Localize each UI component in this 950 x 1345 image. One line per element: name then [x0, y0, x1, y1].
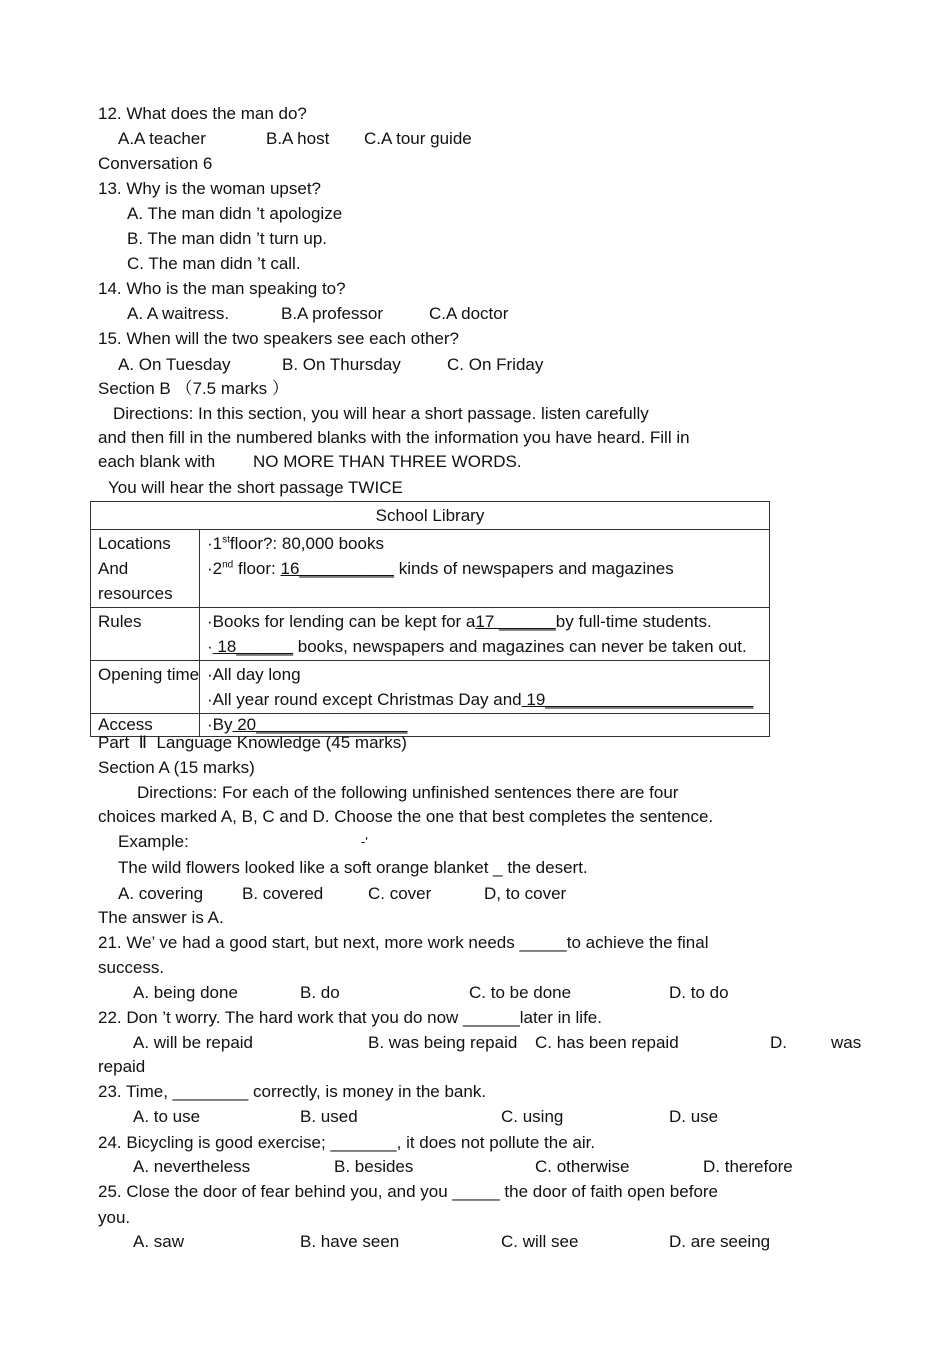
- option-b: B.A host: [266, 129, 330, 148]
- row-label: Rules: [91, 608, 200, 661]
- line-text: ·All year round except Christmas Day and: [207, 690, 522, 709]
- table-row: [91, 661, 770, 714]
- question-25: 25. Close the door of fear behind you, and you _____ the door of faith open before: [98, 1182, 719, 1201]
- row-label: [91, 530, 200, 608]
- line-text: kinds of newspapers and magazines: [393, 559, 674, 578]
- directions-line: each blank with: [98, 452, 216, 471]
- option-b: B. besides: [334, 1157, 414, 1176]
- content-line: [207, 687, 762, 712]
- content-line: [207, 609, 762, 634]
- content-line: [207, 531, 762, 556]
- option-c: C. will see: [501, 1232, 579, 1251]
- directions-line: and then fill in the numbered blanks with the information you have heard. Fill in: [98, 428, 690, 447]
- question-15: 15. When will the two speakers see each other?: [98, 329, 459, 348]
- blank-18[interactable]: 18______: [212, 637, 294, 656]
- option-b: B.A professor: [281, 304, 384, 323]
- option-c: C.A doctor: [429, 304, 509, 323]
- question-23: 23. Time, ________ correctly, is money in the bank.: [98, 1082, 487, 1101]
- row-label-line: resources: [98, 584, 173, 603]
- table-row: [91, 530, 770, 608]
- ordinal-suffix: st: [222, 534, 230, 546]
- question-25-cont: you.: [98, 1208, 131, 1227]
- option-d-text-cont: repaid: [98, 1057, 146, 1076]
- question-13: 13. Why is the woman upset?: [98, 179, 322, 198]
- content-line: [207, 634, 762, 659]
- empty-line: [207, 581, 762, 606]
- part-two-title: Part Ⅱ Language Knowledge (45 marks): [98, 733, 407, 752]
- option-c: C. otherwise: [535, 1157, 630, 1176]
- question-21: 21. We’ ve had a good start, but next, more work needs _____to achieve the final: [98, 933, 709, 952]
- content-line: [207, 556, 762, 581]
- section-b-title: Section B （7.5 marks ）: [98, 379, 289, 398]
- option-b: B. was being repaid: [368, 1033, 518, 1052]
- conversation-heading: Conversation 6: [98, 154, 213, 173]
- blank-19-tail[interactable]: ________________: [602, 690, 754, 709]
- option-c: C. using: [501, 1107, 564, 1126]
- option-a: A. On Tuesday: [118, 355, 231, 374]
- option-a: A. being done: [133, 983, 238, 1002]
- option-b: B. have seen: [300, 1232, 400, 1251]
- school-library-table: [90, 501, 770, 737]
- example-label: Example:: [118, 832, 189, 851]
- example-answer: The answer is A.: [98, 908, 224, 927]
- option-b: B. covered: [242, 884, 324, 903]
- option-a: A. will be repaid: [133, 1033, 254, 1052]
- blank-20-tail[interactable]: ______: [350, 715, 408, 734]
- blank-19[interactable]: 19______: [521, 690, 603, 709]
- row-label: Opening time: [91, 661, 200, 714]
- table-row: [91, 608, 770, 661]
- option-a: A. The man didn ’t apologize: [127, 204, 343, 223]
- directions-line: choices marked A, B, C and D. Choose the one that best completes the sentence.: [98, 807, 714, 826]
- option-b: B. do: [300, 983, 340, 1002]
- option-c: C. to be done: [469, 983, 572, 1002]
- option-d: D. use: [669, 1107, 719, 1126]
- question-21-cont: success.: [98, 958, 165, 977]
- option-d: D, to cover: [484, 884, 567, 903]
- option-a: A. to use: [133, 1107, 201, 1126]
- row-content: [200, 661, 770, 714]
- example-question: The wild flowers looked like a soft orange blanket _ the desert.: [118, 858, 588, 877]
- question-14: 14. Who is the man speaking to?: [98, 279, 346, 298]
- line-text: by full-time students.: [555, 612, 712, 631]
- blank-16-tail[interactable]: ___: [365, 559, 394, 578]
- question-12: 12. What does the man do?: [98, 104, 307, 123]
- line-text: ·By: [207, 715, 233, 734]
- option-c: C. The man didn ’t call.: [127, 254, 301, 273]
- question-24: 24. Bicycling is good exercise; _______, it does not pollute the air.: [98, 1133, 596, 1152]
- stray-mark: -': [361, 834, 368, 849]
- option-b: B. used: [300, 1107, 358, 1126]
- row-content: [200, 608, 770, 661]
- content-line: [207, 715, 762, 735]
- directions-line: You will hear the short passage TWICE: [108, 478, 403, 497]
- line-text: floor?: 80,000 books: [229, 534, 384, 553]
- option-d-text: was: [831, 1033, 862, 1052]
- option-d: D.: [770, 1033, 787, 1052]
- option-c: C. has been repaid: [535, 1033, 679, 1052]
- option-a: A. saw: [133, 1232, 185, 1251]
- line-text: ·Books for lending can be kept for a: [207, 612, 476, 631]
- line-text: books, newspapers and magazines can never be taken out.: [293, 637, 747, 656]
- content-line: ·All day long: [207, 665, 301, 684]
- line-text: floor:: [233, 559, 281, 578]
- table-title: School Library: [91, 502, 770, 530]
- option-a: A. covering: [118, 884, 204, 903]
- blank-17[interactable]: 17: [475, 612, 500, 631]
- line-text: ·: [207, 637, 213, 656]
- option-a: A. nevertheless: [133, 1157, 251, 1176]
- ordinal-suffix: nd: [222, 559, 234, 571]
- blank-20[interactable]: 20__________: [232, 715, 351, 734]
- line-text: ·2: [207, 559, 223, 578]
- option-d: D. to do: [669, 983, 729, 1002]
- directions-line: Directions: In this section, you will hear a short passage. listen carefully: [113, 404, 649, 423]
- directions-line: Directions: For each of the following unfinished sentences there are four: [137, 783, 679, 802]
- blank-17-tail[interactable]: ______: [499, 612, 556, 631]
- option-a: A. A waitress.: [127, 304, 230, 323]
- row-label: Access: [91, 714, 200, 737]
- option-d: D. therefore: [703, 1157, 793, 1176]
- option-c: C. cover: [368, 884, 432, 903]
- option-a: A.A teacher: [118, 129, 206, 148]
- row-content: [200, 530, 770, 608]
- directions-emphasis: NO MORE THAN THREE WORDS.: [253, 452, 522, 471]
- option-b: B. On Thursday: [282, 355, 401, 374]
- option-d: D. are seeing: [669, 1232, 771, 1251]
- blank-16[interactable]: 16_______: [280, 559, 366, 578]
- section-a-title: Section A (15 marks): [98, 758, 255, 777]
- line-text: ·1: [207, 534, 223, 553]
- row-label-line: Locations: [98, 534, 171, 553]
- row-label-line: And: [98, 559, 129, 578]
- option-b: B. The man didn ’t turn up.: [127, 229, 328, 248]
- option-c: C.A tour guide: [364, 129, 472, 148]
- option-c: C. On Friday: [447, 355, 544, 374]
- question-22: 22. Don ’t worry. The hard work that you do now ______later in life.: [98, 1008, 602, 1027]
